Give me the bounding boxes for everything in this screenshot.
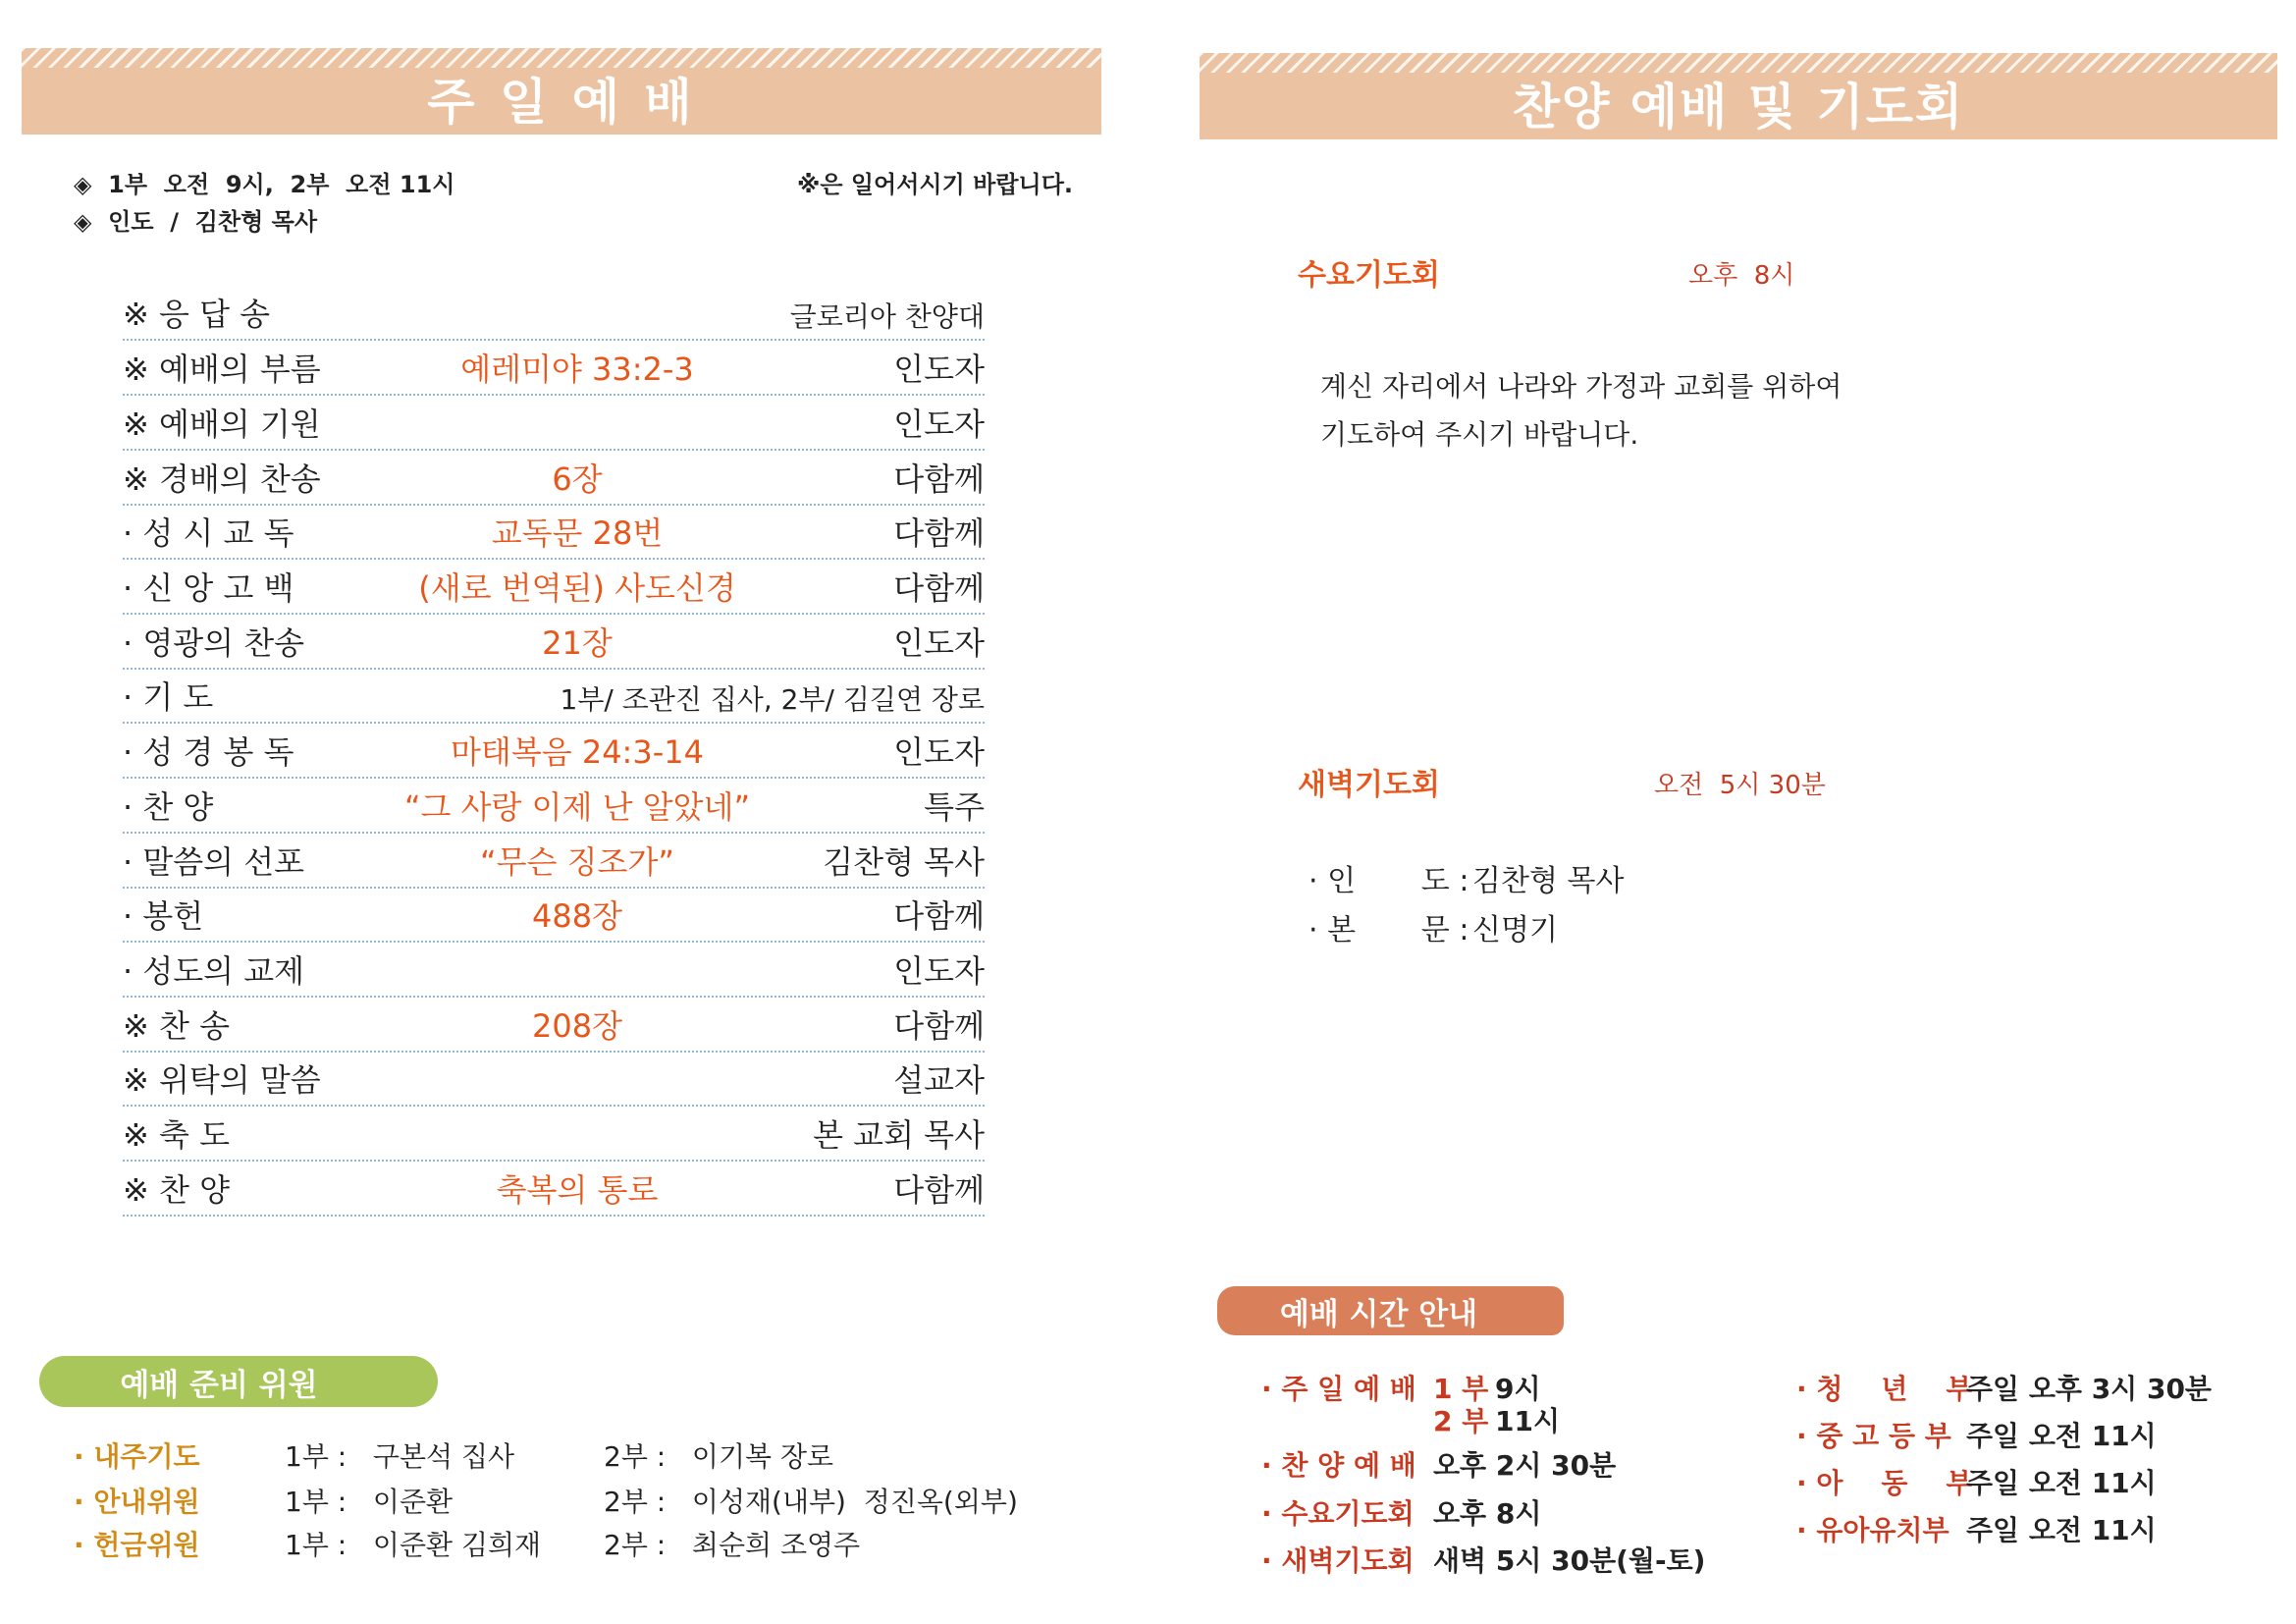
- order-middle: “무슨 징조가”: [480, 843, 674, 881]
- order-row: [123, 1165, 985, 1217]
- order-row: [123, 728, 985, 779]
- schedule-label: · 아 동 부: [1796, 1467, 1973, 1499]
- dawn-time: 오전 5시 30분: [1654, 771, 1826, 800]
- service-times: ◈ 1부 오전 9시, 2부 오전 11시: [74, 171, 455, 198]
- order-right: 1부/ 조관진 집사, 2부/ 김길연 장로: [560, 683, 985, 716]
- schedule-value: 주일 오전 11시: [1966, 1467, 2157, 1499]
- standing-note: ※은 일어서시기 바랍니다.: [797, 171, 1073, 198]
- dawn-text-label: · 본 문 :: [1308, 913, 1469, 947]
- committee-part1: 1부 : 구본석 집사: [285, 1440, 515, 1473]
- order-right: 다함께: [893, 897, 985, 935]
- committee-part2: 2부 : 이기복 장로: [604, 1440, 834, 1473]
- order-row: [123, 1056, 985, 1107]
- order-row: [123, 892, 985, 943]
- schedule-value: 오후 8시: [1433, 1497, 1542, 1530]
- order-label: · 성 경 봉 독: [123, 733, 294, 771]
- order-label: ※ 예배의 기원: [123, 406, 321, 443]
- order-right: 글로리아 찬양대: [789, 300, 985, 333]
- right-title-banner: [1200, 53, 2277, 139]
- order-right: 특주: [924, 788, 985, 826]
- order-middle: 6장: [552, 460, 603, 498]
- order-middle: “그 사랑 이제 난 알았네”: [403, 788, 751, 826]
- schedule-label: · 새벽기도회: [1261, 1544, 1415, 1577]
- schedule-label: · 찬 양 예 배: [1261, 1449, 1416, 1482]
- right-title: 찬양 예배 및 기도회: [1512, 79, 1965, 135]
- order-row: [123, 838, 985, 889]
- wednesday-time: 오후 8시: [1688, 261, 1795, 291]
- order-right: 김찬형 목사: [823, 843, 985, 881]
- order-right: 인도자: [893, 351, 985, 388]
- order-label: ※ 위탁의 말씀: [123, 1061, 321, 1099]
- order-right: 다함께: [893, 460, 985, 498]
- order-row: [123, 947, 985, 998]
- committee-title-pill: [39, 1356, 438, 1407]
- order-right: 인도자: [893, 406, 985, 443]
- order-label: ※ 찬 양: [123, 1171, 230, 1209]
- order-row: [123, 1001, 985, 1053]
- schedule-value: 주일 오전 11시: [1966, 1514, 2157, 1546]
- schedule-value: 오후 2시 30분: [1433, 1449, 1617, 1482]
- order-right: 다함께: [893, 569, 985, 607]
- order-middle: 마태복음 24:3-14: [451, 733, 704, 771]
- left-title: 주 일 예 배: [427, 74, 696, 131]
- schedule-title: 예배 시간 안내: [1279, 1296, 1478, 1332]
- schedule-title-pill: [1217, 1286, 1564, 1335]
- committee-part1: 1부 : 이준환: [285, 1486, 454, 1518]
- order-middle: 축복의 통로: [496, 1171, 659, 1209]
- dawn-text-value: 신명기: [1472, 913, 1558, 947]
- order-row: [123, 619, 985, 670]
- wednesday-label: 수요기도회: [1298, 258, 1440, 293]
- order-label: · 성 시 교 독: [123, 514, 294, 552]
- committee-part1: 1부 : 이준환 김희재: [285, 1529, 542, 1561]
- order-right: 다함께: [893, 1171, 985, 1209]
- schedule-part: 1 부: [1433, 1373, 1489, 1405]
- committee-part2: 2부 : 이성재(내부) 정진옥(외부): [604, 1486, 1018, 1518]
- order-right: 인도자: [893, 624, 985, 662]
- schedule-label: · 유아유치부: [1796, 1514, 1949, 1546]
- order-row: [123, 673, 985, 724]
- schedule-label: · 주 일 예 배: [1261, 1373, 1416, 1405]
- committee-label: · 헌금위원: [74, 1529, 200, 1561]
- order-right: 다함께: [893, 1007, 985, 1045]
- wednesday-line1: 계신 자리에서 나라와 가정과 교회를 위하여: [1320, 370, 1842, 403]
- schedule-label: · 중 고 등 부: [1796, 1420, 1951, 1452]
- schedule-time: 9시: [1495, 1373, 1541, 1405]
- committee-part2: 2부 : 최순희 조영주: [604, 1529, 861, 1561]
- order-row: [123, 290, 985, 341]
- order-middle: 488장: [532, 897, 622, 935]
- order-label: · 영광의 찬송: [123, 624, 305, 662]
- order-row: [123, 509, 985, 560]
- order-row: [123, 400, 985, 451]
- schedule-label: · 수요기도회: [1261, 1497, 1415, 1530]
- schedule-part: 2 부: [1433, 1405, 1489, 1437]
- order-label: ※ 응 답 송: [123, 296, 271, 333]
- order-right: 인도자: [893, 952, 985, 990]
- order-row: [123, 345, 985, 396]
- schedule-value: 주일 오전 11시: [1966, 1420, 2157, 1452]
- order-middle: 21장: [542, 624, 613, 662]
- dawn-leader-value: 김찬형 목사: [1472, 864, 1625, 898]
- order-label: ※ 찬 송: [123, 1007, 230, 1045]
- wednesday-line2: 기도하여 주시기 바랍니다.: [1320, 418, 1639, 451]
- order-right: 인도자: [893, 733, 985, 771]
- order-middle: (새로 번역된) 사도신경: [418, 569, 736, 607]
- order-right: 다함께: [893, 514, 985, 552]
- order-label: · 봉헌: [123, 897, 204, 935]
- order-label: · 기 도: [123, 678, 214, 716]
- dawn-label: 새벽기도회: [1298, 768, 1440, 802]
- schedule-value: 주일 오후 3시 30분: [1966, 1373, 2212, 1405]
- order-row: [123, 455, 985, 506]
- schedule-label: · 청 년 부: [1796, 1373, 1973, 1405]
- order-right: 설교자: [893, 1061, 985, 1099]
- order-label: · 말씀의 선포: [123, 843, 305, 881]
- order-right: 본 교회 목사: [813, 1116, 985, 1154]
- order-label: ※ 경배의 찬송: [123, 460, 321, 498]
- schedule-value: 새벽 5시 30분(월-토): [1433, 1544, 1706, 1577]
- order-label: ※ 예배의 부름: [123, 351, 321, 388]
- order-label: ※ 축 도: [123, 1116, 230, 1154]
- order-label: · 신 앙 고 백: [123, 569, 294, 607]
- order-row: [123, 564, 985, 615]
- order-middle: 교독문 28번: [491, 514, 664, 552]
- order-label: · 성도의 교제: [123, 952, 305, 990]
- order-middle: 예레미야 33:2-3: [460, 351, 694, 388]
- order-row: [123, 783, 985, 834]
- dawn-leader-label: · 인 도 :: [1308, 864, 1469, 898]
- committee-label: · 내주기도: [74, 1440, 200, 1473]
- order-middle: 208장: [532, 1007, 622, 1045]
- order-label: · 찬 양: [123, 788, 214, 826]
- schedule-time: 11시: [1495, 1405, 1561, 1437]
- order-row: [123, 1110, 985, 1162]
- worship-leader: ◈ 인도 / 김찬형 목사: [74, 208, 317, 236]
- committee-label: · 안내위원: [74, 1486, 200, 1518]
- committee-title: 예배 준비 위원: [120, 1367, 318, 1403]
- left-title-banner: [22, 48, 1101, 135]
